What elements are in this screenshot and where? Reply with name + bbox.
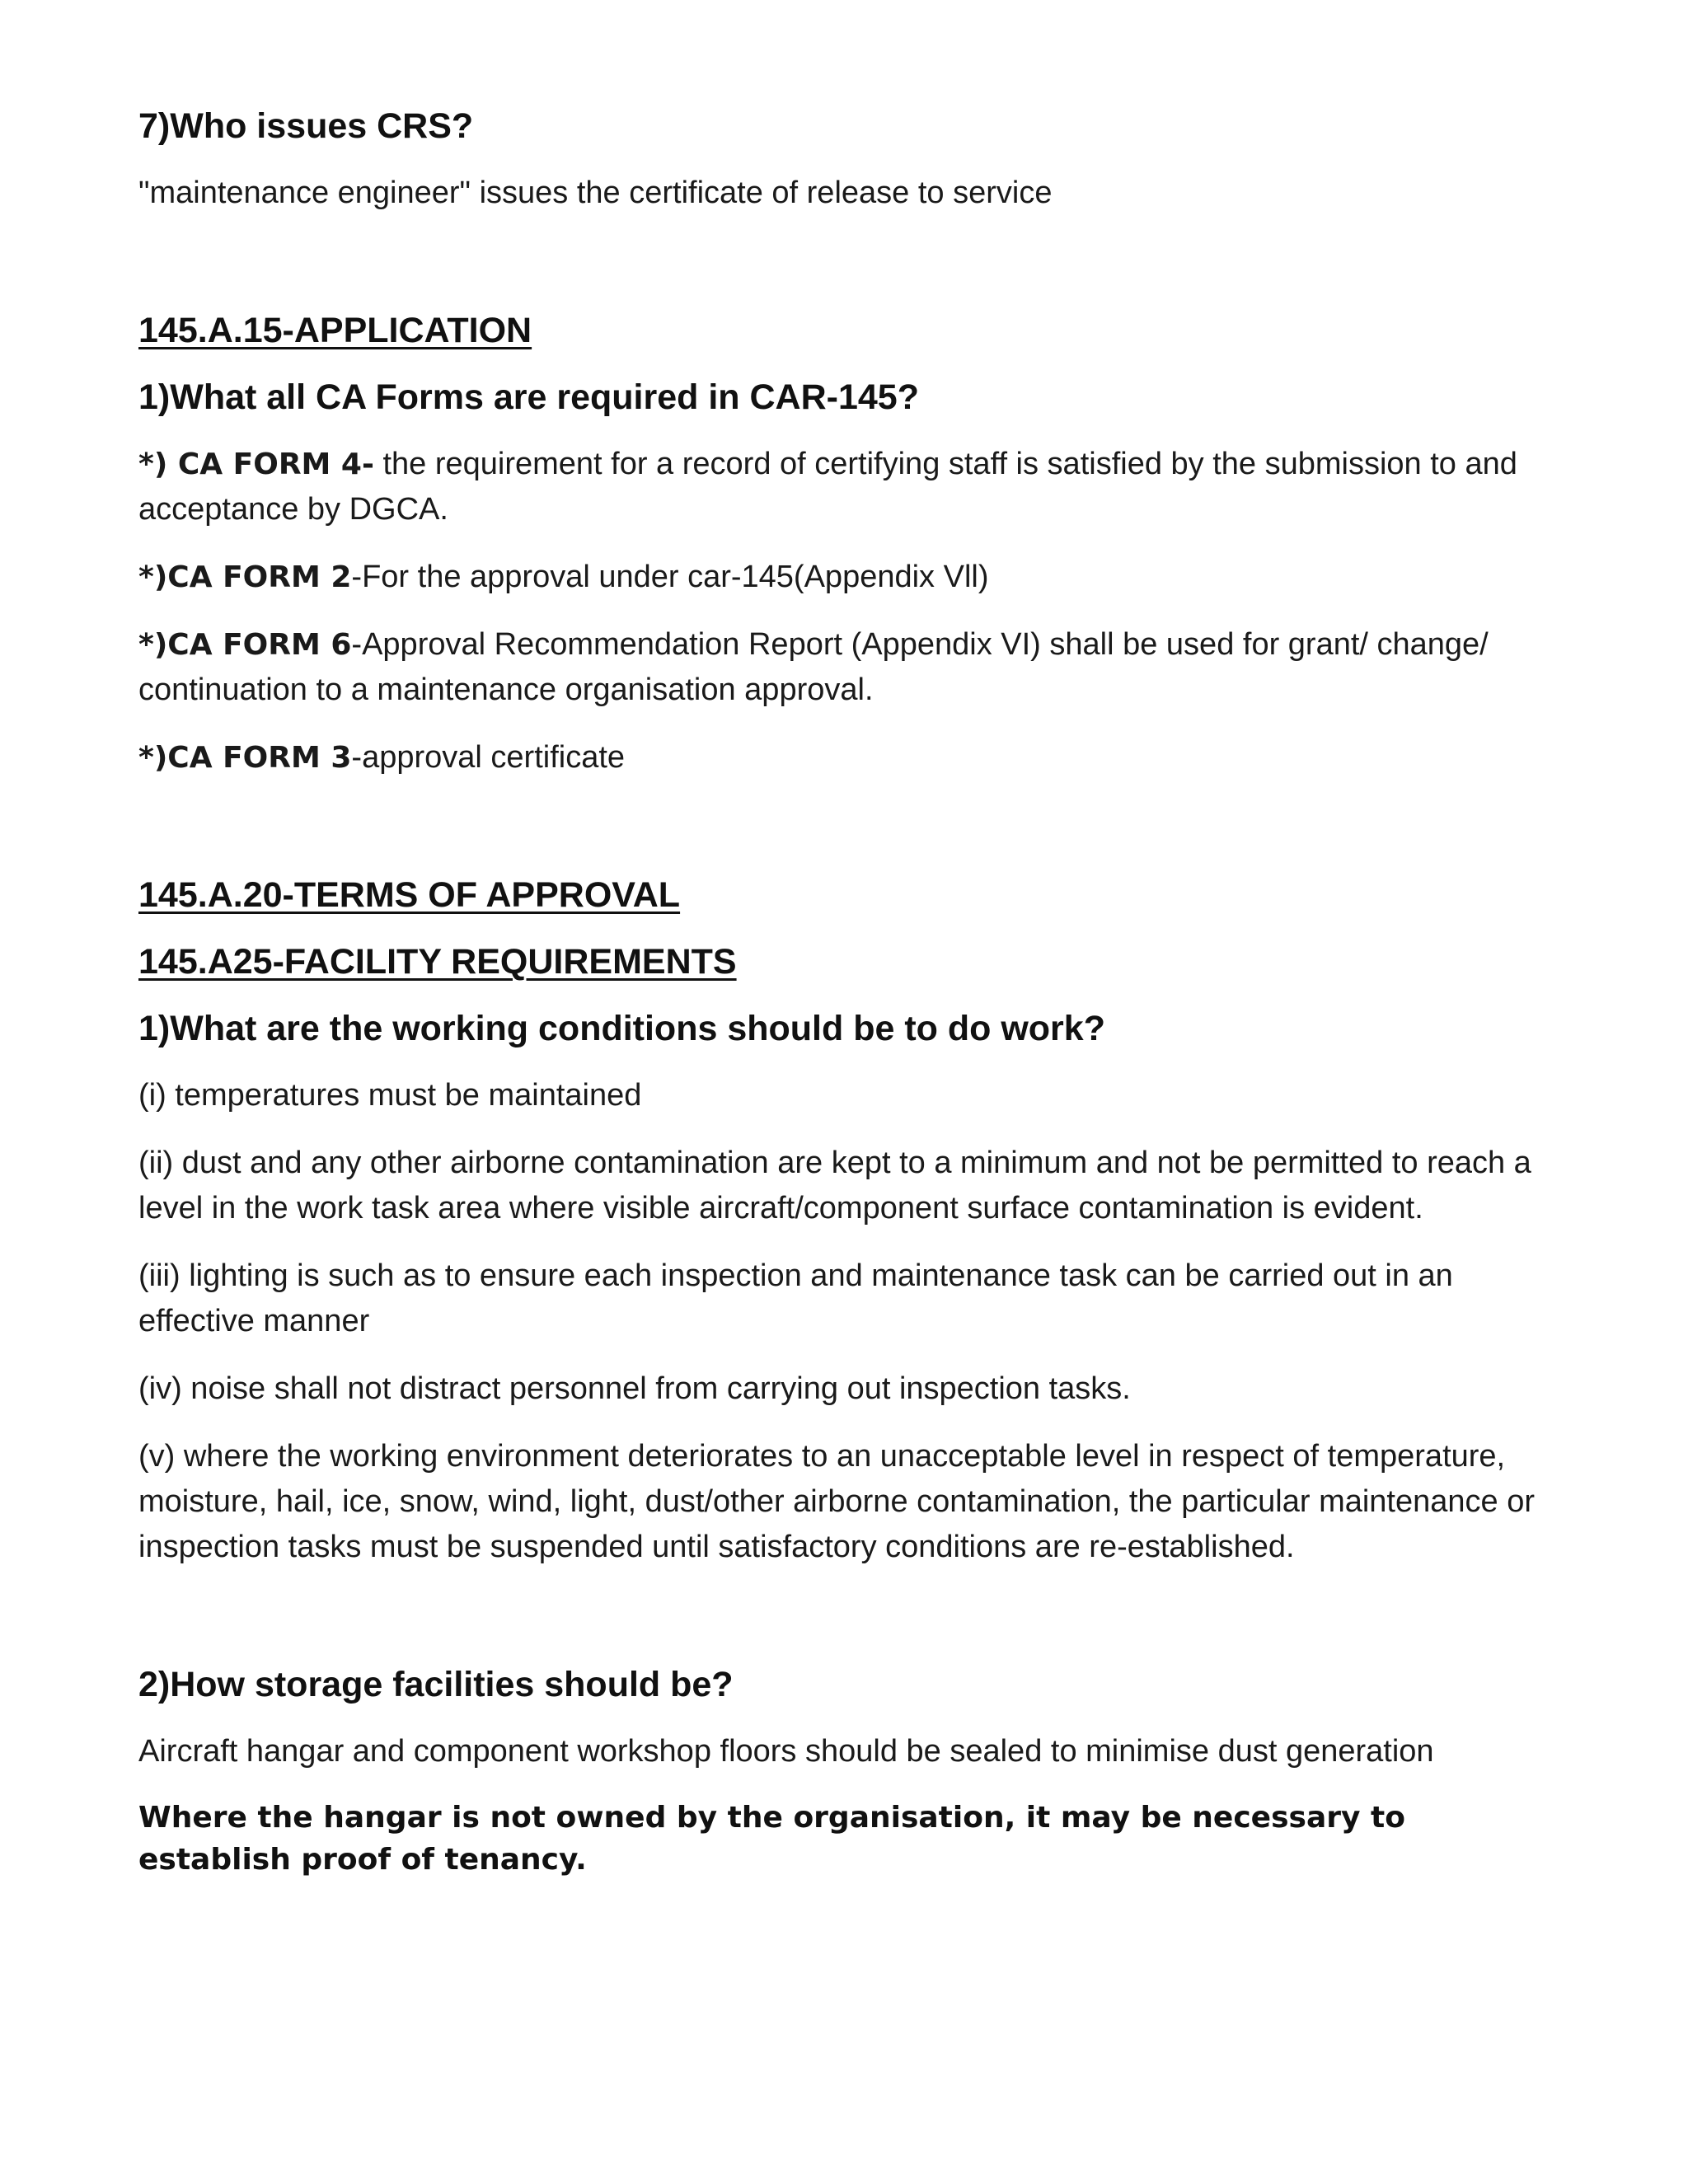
document-page [138, 104, 1556, 1881]
ca-form-2-label: *)CA FORM 2 [138, 560, 352, 594]
question-7-answer: "maintenance engineer" issues the certificate of release to service [138, 176, 1053, 210]
section-heading-facility-requirements: 145.A25-FACILITY REQUIREMENTS [138, 942, 737, 982]
ca-form-2-item [138, 555, 1556, 600]
ca-form-3-item [138, 735, 1556, 780]
ca-form-4-label: *) CA FORM 4- [138, 448, 374, 481]
section-heading-terms-of-approval: 145.A.20-TERMS OF APPROVAL [138, 875, 681, 915]
ca-form-6-text: -Approval Recommendation Report (Appendix VI) shall be used for grant/ change/ continuation to a maintenance organisation approval. [138, 627, 1489, 707]
application-question-title: 1)What all CA Forms are required in CAR-145? [138, 377, 919, 417]
facility-question-1-title: 1)What are the working conditions should be to do work? [138, 1009, 1105, 1048]
section-heading-application: 145.A.15-APPLICATION [138, 311, 532, 350]
ca-form-6-label: *)CA FORM 6 [138, 628, 352, 662]
ca-form-6-item [138, 622, 1556, 713]
question-7-title: 7)Who issues CRS? [138, 106, 474, 146]
storage-tenancy-note: Where the hangar is not owned by the organisation, it may be necessary to establish proof of tenancy. [138, 1801, 1405, 1877]
storage-answer: Aircraft hangar and component workshop floors should be sealed to minimise dust generation [138, 1734, 1434, 1769]
working-condition-point: (v) where the working environment deteriorates to an unacceptable level in respect of temperature, moisture, hail, ice, snow, wind, light, dust/other airborne contamination, the particular maintenance or inspection tasks must be suspended until satisfactory conditions are re-established. [138, 1439, 1536, 1564]
ca-form-2-text: -For the approval under car-145(Appendix Vll) [351, 560, 989, 594]
ca-form-4-item [138, 442, 1556, 532]
ca-form-3-text: -approval certificate [351, 740, 626, 775]
ca-form-3-label: *)CA FORM 3 [138, 741, 352, 775]
facility-question-2-title: 2)How storage facilities should be? [138, 1665, 734, 1704]
working-condition-point: (ii) dust and any other airborne contamination are kept to a minimum and not be permitted to reach a level in the work task area where visible aircraft/component surface contamination is evident. [138, 1146, 1531, 1226]
ca-form-4-text: the requirement for a record of certifying staff is satisfied by the submission to and acceptance by DGCA. [138, 447, 1517, 527]
working-condition-point: (i) temperatures must be maintained [138, 1078, 642, 1113]
working-condition-point: (iv) noise shall not distract personnel from carrying out inspection tasks. [138, 1371, 1131, 1406]
working-condition-point: (iii) lighting is such as to ensure each inspection and maintenance task can be carried out in an effective manner [138, 1258, 1453, 1338]
